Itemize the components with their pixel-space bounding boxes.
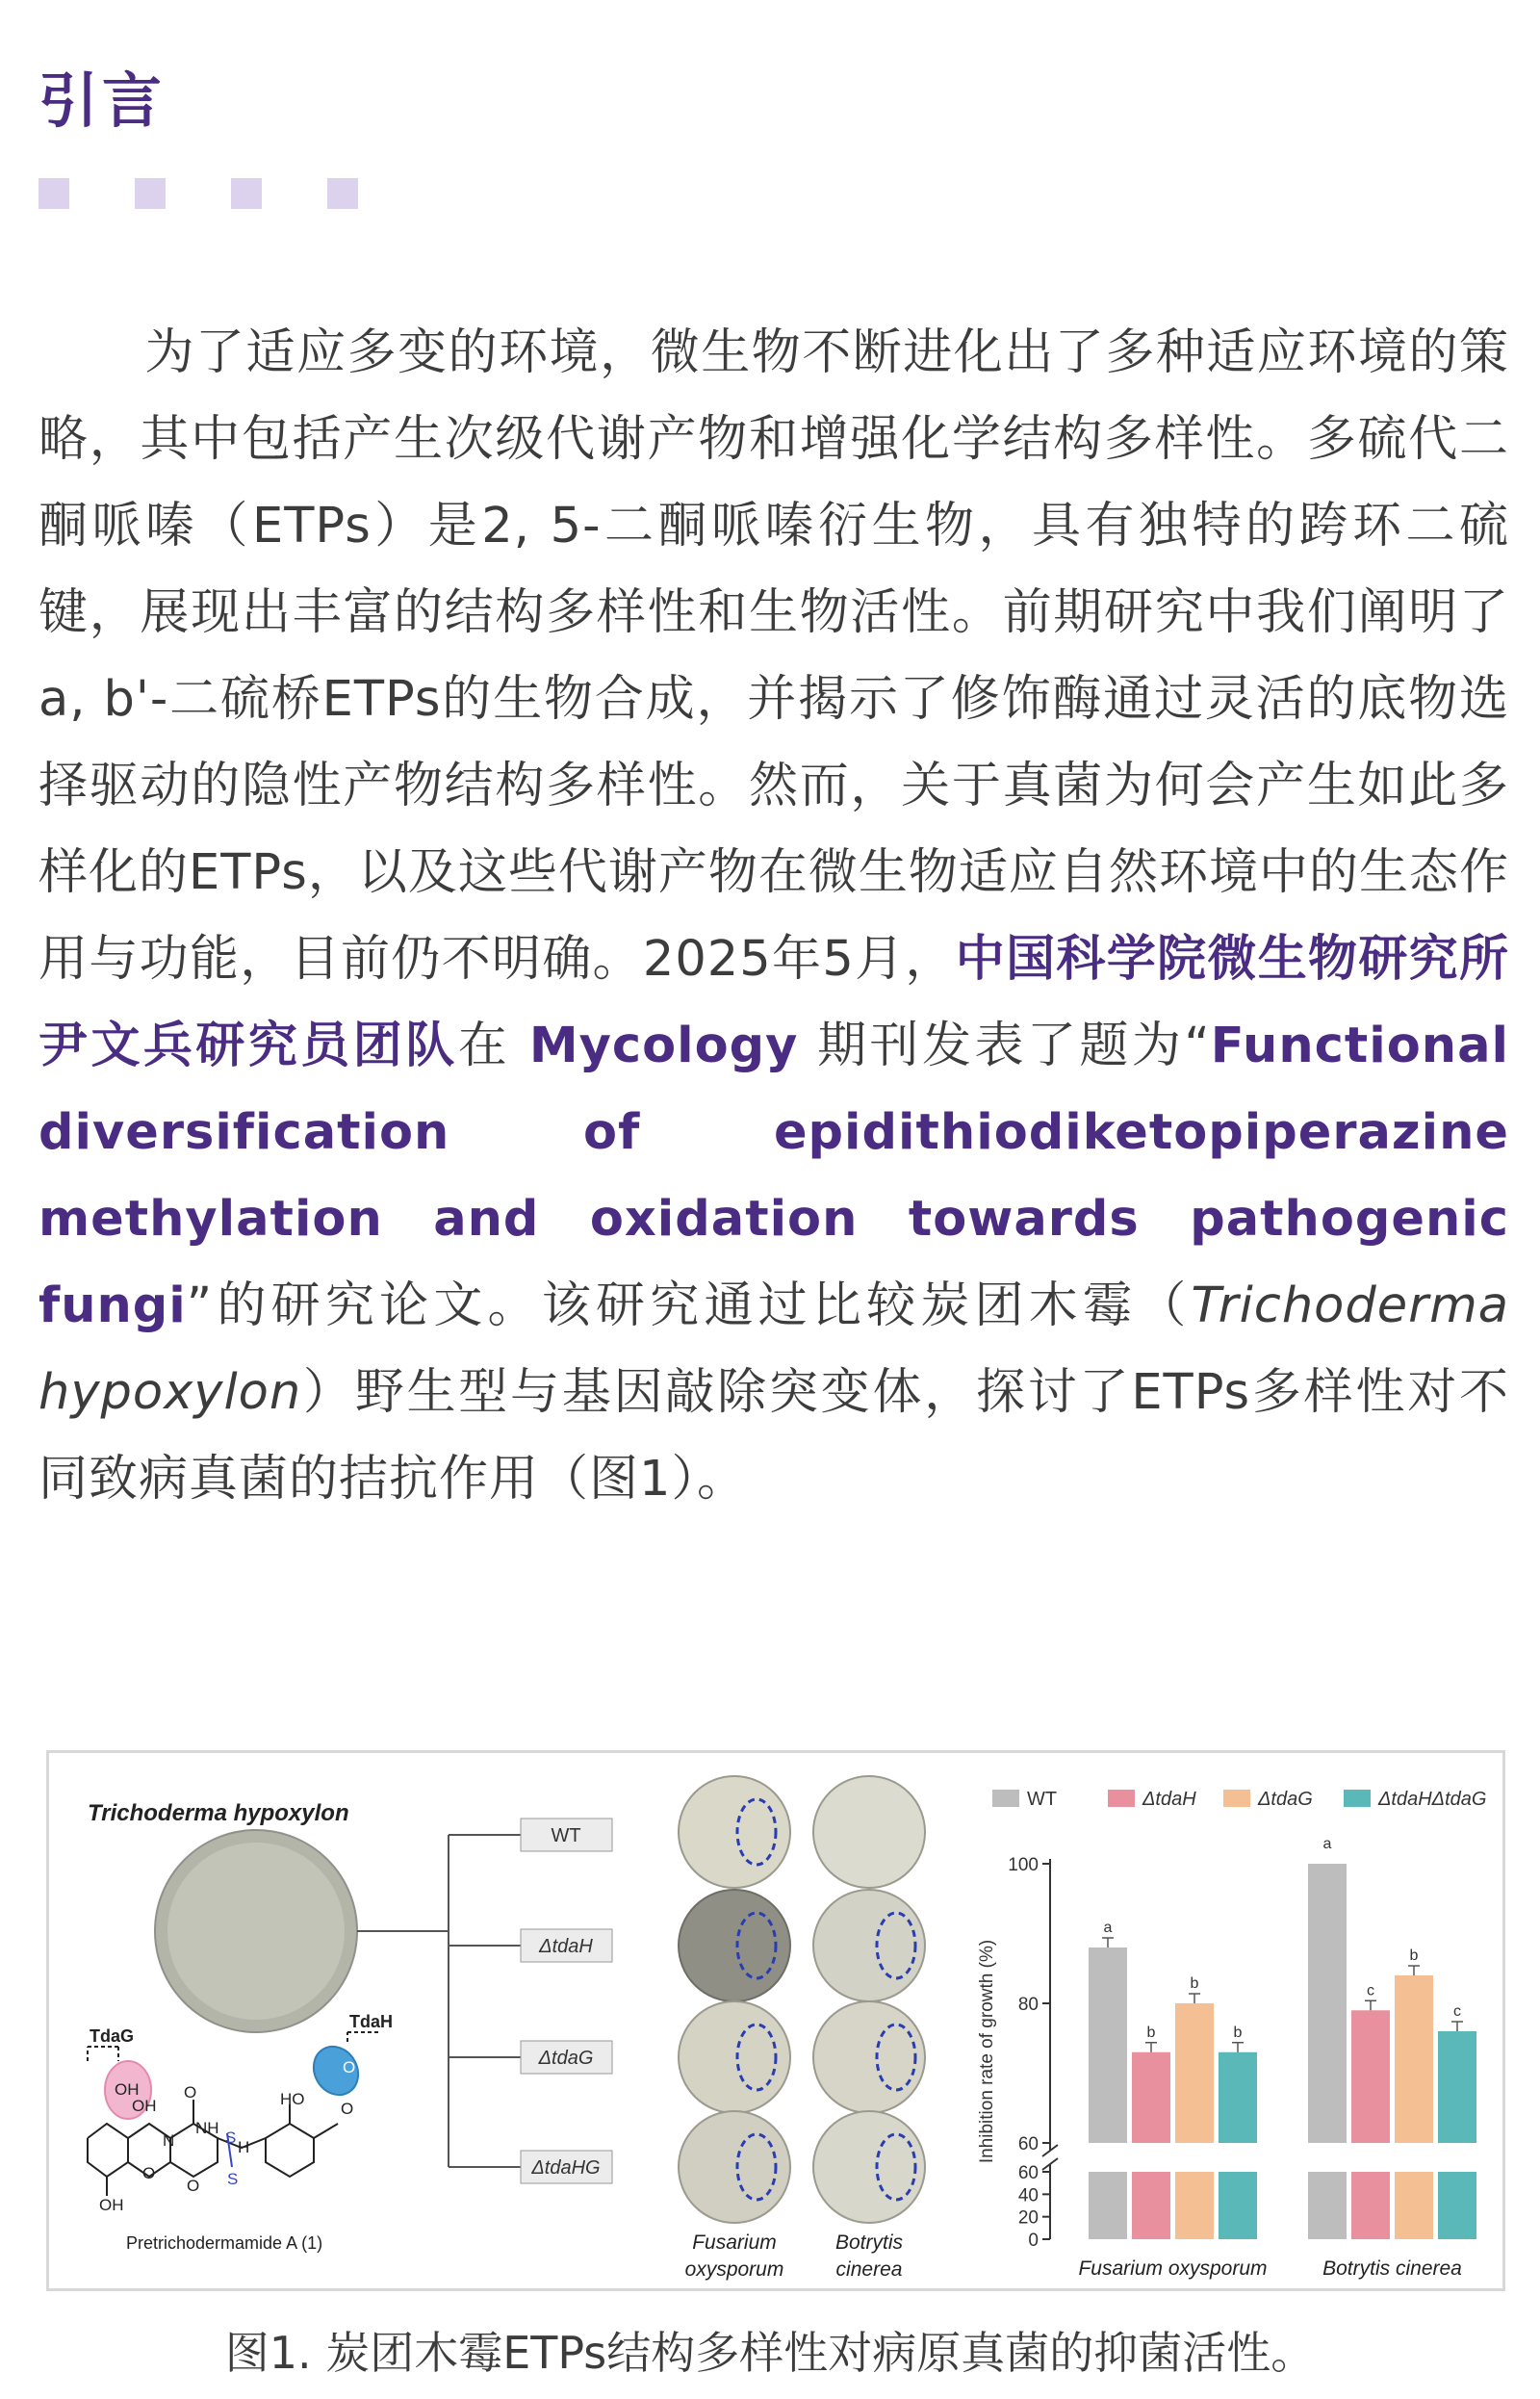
strain-label-tdag: ΔtdaG	[538, 2048, 594, 2069]
square-3	[231, 178, 262, 209]
plate-label-fusarium-1: Fusarium	[692, 2231, 777, 2254]
plate-fo-tdahg	[679, 2111, 790, 2223]
legend-swatch-2	[1223, 1790, 1250, 1807]
text-part-1: 为了适应多变的环境，微生物不断进化出了多种适应环境的策略，其中包括产生次级代谢产物和增强化学结构多样性。多硫代二酮哌嗪（ETPs）是2, 5-二酮哌嗪衍生物，具有独特的跨环二硫键，展现出丰富的结构多样性和生物活性。前期研究中我们阐明了a, b'-二硫桥ETPs的生物合成，并揭示了修饰酶通过灵活的底物选择驱动的隐性产物结构多样性。然而，关于真菌为何会产生如此多样化的ETPs，以及这些代谢产物在微生物适应自然环境中的生态作用与功能，目前仍不明确。2025年5月，	[38, 324, 1509, 988]
strain-boxes	[521, 1819, 612, 2183]
atom-h: H	[238, 2138, 250, 2156]
square-4	[327, 178, 358, 209]
strain-label-wt: WT	[551, 1825, 581, 1846]
plate-bc-wt	[813, 1776, 925, 1888]
ytick-label-lower-20: 20	[1017, 2207, 1039, 2229]
atom-oh-2: OH	[132, 2097, 157, 2115]
bar-upper-0-3	[1219, 2052, 1257, 2143]
ytick-label-upper-60: 60	[1017, 2134, 1039, 2154]
enzyme-label-g: TdaG	[90, 2026, 135, 2046]
figure-1	[46, 1750, 1505, 2291]
y-axis-label: Inhibition rate of growth (%)	[977, 1939, 997, 2164]
bar-upper-1-3	[1438, 2031, 1476, 2143]
square-2	[135, 178, 166, 209]
legend-label-1: ΔtdaH	[1142, 1789, 1196, 1810]
sig-letter-1-3: c	[1453, 2003, 1461, 2020]
atom-oh-3: OH	[99, 2196, 124, 2214]
ytick-label-lower-60: 60	[1017, 2163, 1039, 2183]
plate-bc-tdah	[813, 1890, 925, 2001]
bar-lower-0-2	[1175, 2172, 1214, 2239]
sig-letter-0-0: a	[1103, 1920, 1113, 1936]
plate-label-fusarium-2: oxysporum	[684, 2258, 784, 2281]
legend-swatch-3	[1344, 1790, 1371, 1807]
strain-label-tdah: ΔtdaH	[539, 1936, 593, 1957]
atom-s-1: S	[225, 2128, 237, 2147]
bar-lower-1-1	[1351, 2172, 1390, 2239]
strain-label-tdahg: ΔtdaHG	[531, 2157, 601, 2179]
square-1	[38, 178, 69, 209]
text-part-5: ）野生型与基因敲除突变体，探讨了ETPs多样性对不同致病真菌的拮抗作用（图1）。	[38, 1364, 1509, 1508]
legend-label-3: ΔtdaHΔtdaG	[1378, 1789, 1487, 1810]
figure-svg	[49, 1753, 1502, 2288]
legend-swatch-1	[1108, 1790, 1135, 1807]
plate-bc-tdag	[813, 2001, 925, 2113]
species-name: Trichoderma hypoxylon	[38, 1277, 1509, 1421]
ytick-label-lower-0: 0	[1028, 2231, 1039, 2251]
bar-upper-0-2	[1175, 2003, 1214, 2143]
atom-n: N	[163, 2131, 175, 2150]
text-part-2: 在	[457, 1018, 511, 1074]
compound-label: Pretrichodermamide A (1)	[126, 2233, 323, 2253]
bar-upper-0-0	[1089, 1948, 1127, 2143]
atom-s-2: S	[227, 2170, 239, 2188]
text-part-4: ”的研究论文。该研究通过比较炭团木霉（	[186, 1277, 1192, 1334]
bar-lower-1-0	[1308, 2172, 1347, 2239]
sig-letter-1-0: a	[1322, 1836, 1332, 1852]
bar-lower-0-3	[1219, 2172, 1257, 2239]
bar-lower-0-0	[1089, 2172, 1127, 2239]
text-part-3: 期刊发表了题为“	[817, 1018, 1211, 1074]
legend-label-2: ΔtdaG	[1258, 1789, 1313, 1810]
article-paragraph	[38, 310, 1509, 1523]
bar-upper-1-2	[1395, 1975, 1433, 2143]
atom-o-4: O	[343, 2058, 356, 2077]
fungus-colony	[167, 1843, 345, 2020]
strain-tree	[357, 1835, 521, 2167]
ytick-label-upper-80: 80	[1017, 1995, 1039, 2015]
ytick-label-upper-100: 100	[1008, 1855, 1039, 1875]
bar-chart	[977, 1789, 1486, 2280]
sig-letter-1-1: c	[1367, 1982, 1374, 1999]
enzyme-label-h: TdaH	[349, 2012, 393, 2031]
atom-o-2: O	[187, 2177, 200, 2195]
ytick-label-lower-40: 40	[1017, 2185, 1039, 2206]
bar-upper-0-1	[1132, 2052, 1170, 2143]
petri-plates	[679, 1776, 925, 2223]
legend-label-0: WT	[1027, 1789, 1058, 1810]
bar-lower-1-3	[1438, 2172, 1476, 2239]
atom-oh-1: OH	[115, 2080, 140, 2099]
bar-lower-1-2	[1395, 2172, 1433, 2239]
plate-label-botrytis-1: Botrytis	[834, 2231, 904, 2254]
bar-lower-0-1	[1132, 2172, 1170, 2239]
sig-letter-1-2: b	[1409, 1948, 1419, 1964]
plate-fo-wt	[679, 1776, 790, 1888]
sig-letter-0-2: b	[1190, 1975, 1199, 1992]
decorative-squares	[38, 178, 358, 209]
atom-o-3: O	[142, 2164, 156, 2182]
bar-upper-1-0	[1308, 1864, 1347, 2143]
bar-upper-1-1	[1351, 2010, 1390, 2143]
atom-o-1: O	[184, 2083, 197, 2102]
institution-highlight: 中国科学院微生物研究所尹文兵研究员团队	[38, 931, 1509, 1074]
atom-nh: NH	[195, 2119, 219, 2137]
paper-title: Functional diversification of epidithiodiketopiperazine methylation and oxidation towards pathogenic fungi	[38, 1018, 1509, 1334]
plate-fo-tdah	[679, 1890, 790, 2001]
sig-letter-0-3: b	[1233, 2024, 1243, 2041]
section-heading: 引言	[38, 65, 167, 136]
organism-label: Trichoderma hypoxylon	[88, 1800, 349, 1826]
figure-caption: 图1. 炭团木霉ETPs结构多样性对病原真菌的抑菌活性。	[224, 2327, 1316, 2379]
journal-name: Mycology	[528, 1018, 799, 1074]
x-category-0: Fusarium oxysporum	[1078, 2257, 1268, 2280]
atom-ho: HO	[280, 2090, 305, 2108]
plate-bc-tdahg	[813, 2111, 925, 2223]
plate-fo-tdag	[679, 2001, 790, 2113]
atom-o-5: O	[341, 2100, 354, 2118]
sig-letter-0-1: b	[1146, 2024, 1156, 2041]
x-category-1: Botrytis cinerea	[1322, 2257, 1462, 2280]
plate-label-botrytis-2: cinerea	[835, 2258, 903, 2281]
legend-swatch-0	[992, 1790, 1019, 1807]
